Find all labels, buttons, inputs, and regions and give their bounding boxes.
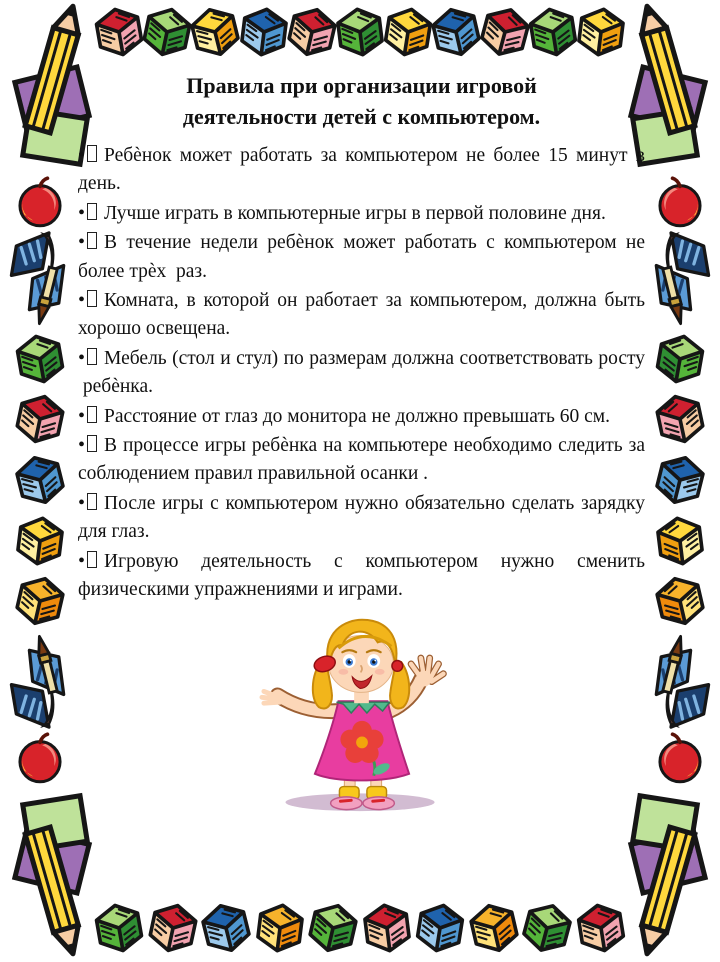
missing-glyph-box [87,551,97,568]
toy-block-icon [8,568,71,634]
toy-block-icon [11,510,69,572]
bullet-marker: • [78,144,86,166]
rule-text: Расстояние от глаз до монитора не должно превышать 60 см. [104,405,610,427]
rules-list [78,141,645,605]
page-title: Правила при организации игровой деятельности детей с компьютером. [182,73,541,129]
toy-block-icon [9,387,72,453]
rule-text: Мебель (стол и стул) по размерам должна соответствовать росту ребѐнка. [78,347,645,398]
missing-glyph-box [87,435,97,452]
rule-text: После игры с компьютером нужно обязательно сделать зарядку для глаз. [78,492,645,543]
list-item [78,344,645,402]
list-item [78,431,645,489]
list-item [78,228,645,286]
missing-glyph-box [87,232,97,249]
bullet-marker: • [78,404,86,427]
border-right-column [642,176,718,784]
toy-block-icon [649,387,712,453]
bullet-marker: • [78,346,86,369]
toy-block-icon [651,510,709,572]
missing-glyph-box [87,493,97,510]
toy-block-icon [358,897,416,959]
list-item [78,547,645,605]
bullet-marker: • [78,289,86,312]
toy-block-icon [250,897,308,959]
toy-block-icon [462,895,525,961]
bullet-marker: • [78,549,86,572]
bullet-marker: • [78,201,86,224]
rule-text: Лучше играть в компьютерные игры в первой половине дня. [104,202,606,224]
apple-icon [654,176,706,228]
missing-glyph-box [87,203,97,220]
bullet-marker: • [78,434,86,457]
border-left-column [2,176,78,784]
right-blocks [654,326,706,634]
toy-block-icon [410,896,470,959]
toy-block-icon [141,895,204,961]
waving-girl-illustration [78,609,645,820]
paintbrush-icon [7,634,73,732]
toy-block-icon [648,568,711,634]
rule-text: Игровую деятельность с компьютером нужно сменить физическими упражнениями и играми. [78,550,645,601]
girl-icon [252,609,472,815]
toy-block-icon [10,327,71,391]
apple-icon [654,732,706,784]
toy-block-icon [194,895,258,962]
apple-icon [14,176,66,228]
bullet-marker: • [78,491,86,514]
paintbrush-icon [7,228,73,326]
list-item [78,402,645,431]
apple-icon [14,732,66,784]
rule-text: Комната, в которой он работает за компьютером, должна быть хорошо освещена. [78,290,645,340]
list-item [78,199,645,228]
list-item [78,489,645,547]
rule-text: В течение недели ребѐнок может работать с компьютером не более трѐх раз. [78,232,645,282]
toy-block-icon [650,327,711,391]
missing-glyph-box [87,290,97,307]
paintbrush-icon [647,228,713,326]
toy-block-icon [648,447,712,514]
left-blocks [14,326,66,634]
list-item [78,141,645,199]
toy-block-icon [302,895,365,961]
rule-text: В процессе игры ребѐнка на компьютере необходимо следить за соблюдением правил правильной осанки . [78,435,645,485]
list-item [78,286,645,344]
paintbrush-icon [647,634,713,732]
border-bottom-blocks [96,896,624,956]
slide-content [78,70,645,820]
missing-glyph-box [87,145,97,162]
rule-text: Ребѐнок может работать за компьютером не более 15 минут в день. [78,145,645,195]
toy-block-icon [8,447,72,514]
bullet-marker: • [78,231,86,254]
missing-glyph-box [87,406,97,423]
border-top-blocks [96,4,624,64]
missing-glyph-box [87,348,97,365]
